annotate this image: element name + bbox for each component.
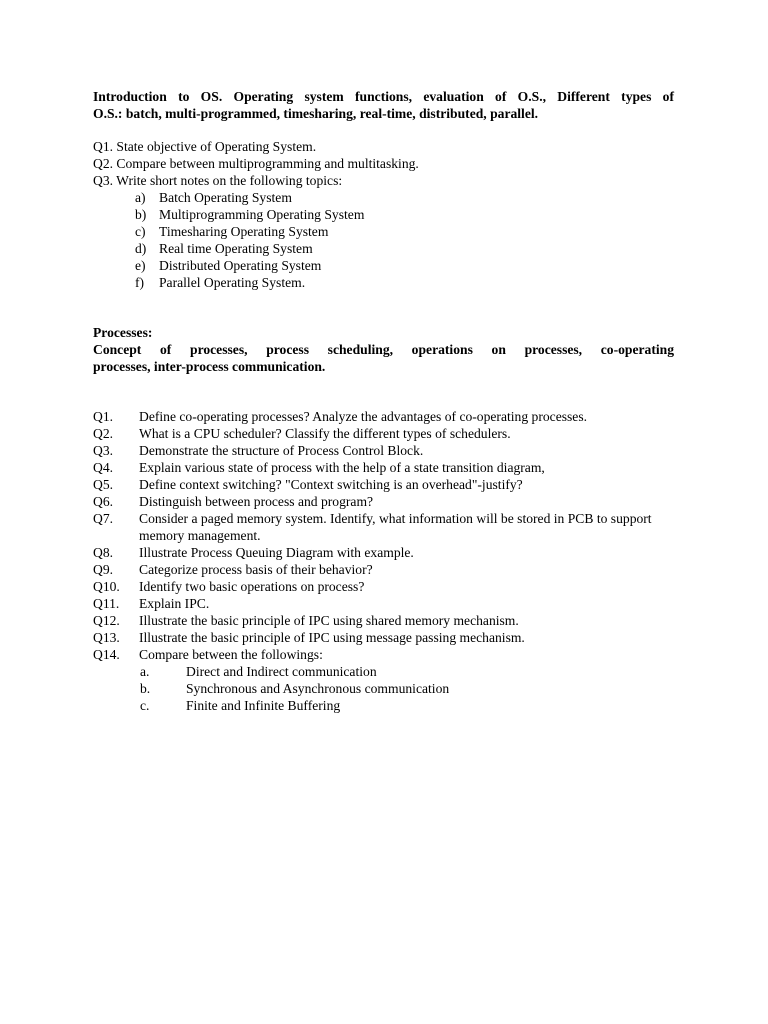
- compare-text: Finite and Infinite Buffering: [186, 698, 341, 713]
- section2-heading: [93, 324, 674, 375]
- topic-text: Distributed Operating System: [159, 258, 322, 273]
- question-text: Compare between the followings:: [139, 647, 323, 662]
- topic-marker: e): [135, 258, 146, 273]
- section2-heading-line1: Concept of processes, process scheduling, operations on processes, co-operating: [93, 342, 674, 357]
- question-text: Illustrate the basic principle of IPC using message passing mechanism.: [139, 630, 525, 645]
- topic-text: Timesharing Operating System: [159, 224, 329, 239]
- section1-question-1: Q1. State objective of Operating System.: [93, 139, 317, 154]
- question-row: [93, 561, 674, 578]
- question-text: Demonstrate the structure of Process Control Block.: [139, 443, 424, 458]
- topic-item: [93, 240, 674, 257]
- question-text: What is a CPU scheduler? Classify the different types of schedulers.: [139, 426, 511, 441]
- topic-item: [93, 274, 674, 291]
- section1-topics-list: [93, 189, 674, 291]
- topic-item: [93, 223, 674, 240]
- question-row: [93, 629, 674, 646]
- question-number: Q5.: [93, 477, 114, 492]
- question-text: Distinguish between process and program?: [139, 494, 374, 509]
- section1-questions: [93, 138, 674, 291]
- question-text: Explain IPC.: [139, 596, 210, 611]
- question-number: Q13.: [93, 630, 120, 645]
- question-row: [93, 476, 674, 493]
- compare-items-list: [93, 663, 674, 714]
- compare-text: Direct and Indirect communication: [186, 664, 377, 679]
- question-row: [93, 510, 674, 544]
- topic-item: [93, 257, 674, 274]
- question-text: Define context switching? "Context switching is an overhead"-justify?: [139, 477, 523, 492]
- question-number: Q4.: [93, 460, 114, 475]
- section1-heading-line1: Introduction to OS. Operating system functions, evaluation of O.S., Different types of: [93, 89, 674, 104]
- section2-title: Processes:: [93, 325, 153, 340]
- topic-marker: d): [135, 241, 147, 256]
- question-text: Explain various state of process with the help of a state transition diagram,: [139, 460, 545, 475]
- question-row: [93, 442, 674, 459]
- compare-item: [93, 663, 674, 680]
- question-row: [93, 646, 674, 663]
- question-row: [93, 493, 674, 510]
- topic-text: Parallel Operating System.: [159, 275, 306, 290]
- question-text: Define co-operating processes? Analyze the advantages of co-operating processes.: [139, 409, 588, 424]
- question-number: Q7.: [93, 511, 114, 526]
- question-text: Consider a paged memory system. Identify, what information will be stored in PCB to support memory management.: [139, 511, 652, 543]
- question-row: [93, 425, 674, 442]
- question-text: Identify two basic operations on process?: [139, 579, 365, 594]
- question-number: Q11.: [93, 596, 120, 611]
- topic-text: Multiprogramming Operating System: [159, 207, 365, 222]
- question-text: Illustrate the basic principle of IPC using shared memory mechanism.: [139, 613, 519, 628]
- question-text: Categorize process basis of their behavior?: [139, 562, 373, 577]
- section1-heading-line2: O.S.: batch, multi-programmed, timesharing, real-time, distributed, parallel.: [93, 106, 539, 121]
- question-number: Q8.: [93, 545, 114, 560]
- question-number: Q9.: [93, 562, 114, 577]
- section1-question-2: Q2. Compare between multiprogramming and multitasking.: [93, 156, 419, 171]
- question-row: [93, 612, 674, 629]
- topic-text: Batch Operating System: [159, 190, 292, 205]
- question-number: Q6.: [93, 494, 114, 509]
- section2-questions: [93, 408, 674, 663]
- section2-heading-line2: processes, inter-process communication.: [93, 359, 326, 374]
- topic-marker: c): [135, 224, 146, 239]
- question-number: Q10.: [93, 579, 120, 594]
- compare-text: Synchronous and Asynchronous communication: [186, 681, 450, 696]
- topic-marker: a): [135, 190, 146, 205]
- question-row: [93, 578, 674, 595]
- question-row: [93, 408, 674, 425]
- compare-marker: b.: [140, 681, 151, 696]
- question-number: Q14.: [93, 647, 120, 662]
- topic-item: [93, 206, 674, 223]
- question-number: Q12.: [93, 613, 120, 628]
- question-text: Illustrate Process Queuing Diagram with example.: [139, 545, 414, 560]
- question-row: [93, 544, 674, 561]
- question-number: Q3.: [93, 443, 114, 458]
- compare-marker: c.: [140, 698, 150, 713]
- question-row: [93, 595, 674, 612]
- question-number: Q1.: [93, 409, 114, 424]
- topic-text: Real time Operating System: [159, 241, 313, 256]
- question-number: Q2.: [93, 426, 114, 441]
- topic-marker: b): [135, 207, 147, 222]
- topic-marker: f): [135, 275, 145, 290]
- question-row: [93, 459, 674, 476]
- section1-heading: [93, 88, 674, 122]
- document-page: [93, 88, 674, 714]
- section1-question-3: Q3. Write short notes on the following topics:: [93, 173, 343, 188]
- compare-marker: a.: [140, 664, 150, 679]
- topic-item: [93, 189, 674, 206]
- compare-item: [93, 680, 674, 697]
- compare-item: [93, 697, 674, 714]
